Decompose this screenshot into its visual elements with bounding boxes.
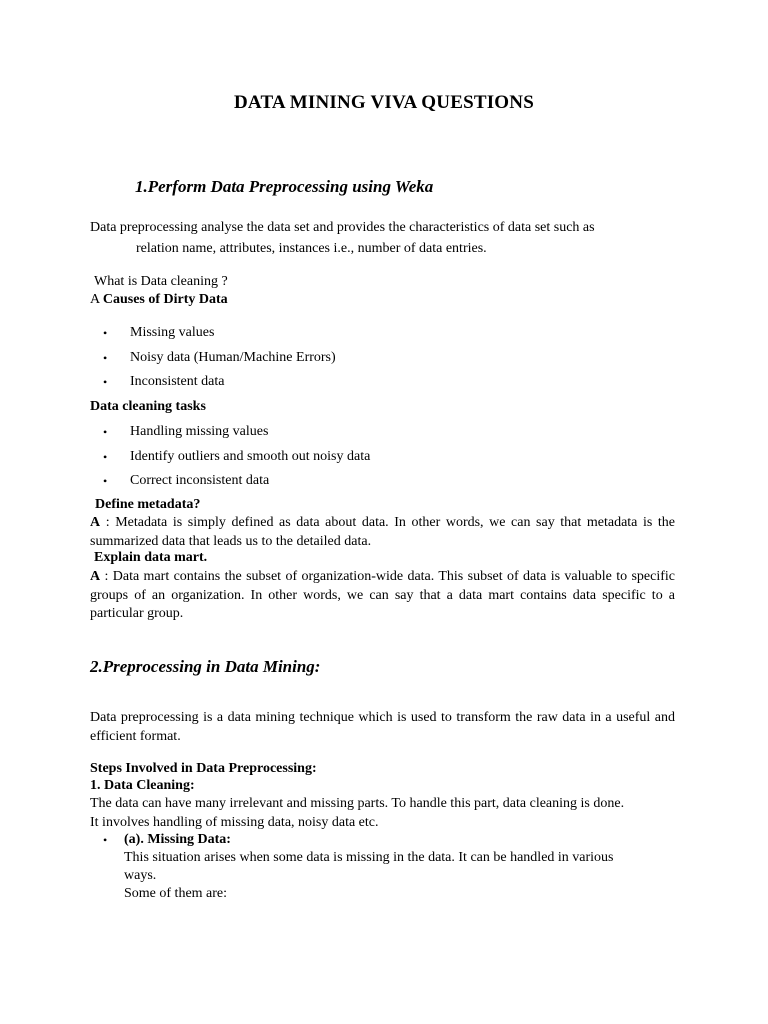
step-1-line-1: The data can have many irrelevant and missing parts. To handle this part, data cleaning is done. [90, 796, 625, 811]
question-data-cleaning: What is Data cleaning ? [94, 274, 228, 289]
list-item-text: Correct inconsistent data [130, 473, 270, 489]
answer-prefix: A [90, 292, 100, 307]
step-1-line-2: It involves handling of missing data, noisy data etc. [90, 815, 379, 830]
sub-a-line-2: ways. [124, 868, 157, 883]
list-item-text: Missing values [130, 325, 215, 340]
tasks-heading: Data cleaning tasks [90, 399, 206, 414]
bullet-icon: • [103, 350, 108, 365]
section-2-intro: Data preprocessing is a data mining technique which is used to transform the raw data in a useful and efficient format. [90, 710, 675, 744]
bullet-icon: • [103, 326, 108, 340]
document-title: DATA MINING VIVA QUESTIONS [234, 92, 534, 113]
answer-metadata [90, 514, 675, 551]
sub-a-line-3: Some of them are: [124, 886, 228, 901]
answer-label: A [90, 569, 101, 584]
section-1-heading: 1.Perform Data Preprocessing using Weka [135, 177, 434, 196]
list-item [90, 349, 336, 374]
list-item [90, 373, 336, 398]
bullet-icon: • [103, 449, 108, 464]
question-data-mart: Explain data mart. [94, 550, 208, 565]
answer-text: : Metadata is simply defined as data about data. In other words, we can say that metadata is the summarized data that leads us to the detailed data. [90, 515, 675, 549]
bullet-icon: • [103, 833, 108, 847]
list-item-text: Identify outliers and smooth out noisy data [130, 448, 371, 464]
bullet-icon: • [103, 474, 108, 489]
bullet-icon: • [103, 375, 108, 390]
question-metadata: Define metadata? [95, 497, 201, 512]
answer-label: A [90, 515, 101, 530]
section-1-intro-line-2: relation name, attributes, instances i.e., number of data entries. [136, 241, 487, 256]
list-item-text: Noisy data (Human/Machine Errors) [130, 349, 336, 365]
steps-heading: Steps Involved in Data Preprocessing: [90, 761, 317, 776]
sub-a-heading: (a). Missing Data: [124, 832, 231, 847]
answer-text: : Data mart contains the subset of organization-wide data. This subset of data is valuable to specific groups of an organization. In other words, we can say that a data mart contains data specific to a particular group. [90, 569, 675, 621]
list-item [90, 423, 370, 448]
causes-list [90, 324, 336, 398]
section-2-heading: 2.Preprocessing in Data Mining: [90, 657, 321, 676]
section-1-intro-line-1: Data preprocessing analyse the data set and provides the characteristics of data set such as [90, 220, 595, 235]
list-item-text: Inconsistent data [130, 374, 225, 390]
sub-a-line-1: This situation arises when some data is missing in the data. It can be handled in various [124, 850, 614, 865]
list-item [90, 448, 370, 473]
list-item [90, 472, 370, 497]
list-item-text: Handling missing values [130, 424, 269, 439]
tasks-list [90, 423, 370, 497]
causes-heading: Causes of Dirty Data [102, 292, 228, 307]
answer-data-mart [90, 568, 675, 624]
list-item [90, 324, 336, 349]
bullet-icon: • [103, 425, 108, 439]
step-1-heading: 1. Data Cleaning: [90, 778, 195, 793]
answer-causes-line [90, 292, 228, 308]
